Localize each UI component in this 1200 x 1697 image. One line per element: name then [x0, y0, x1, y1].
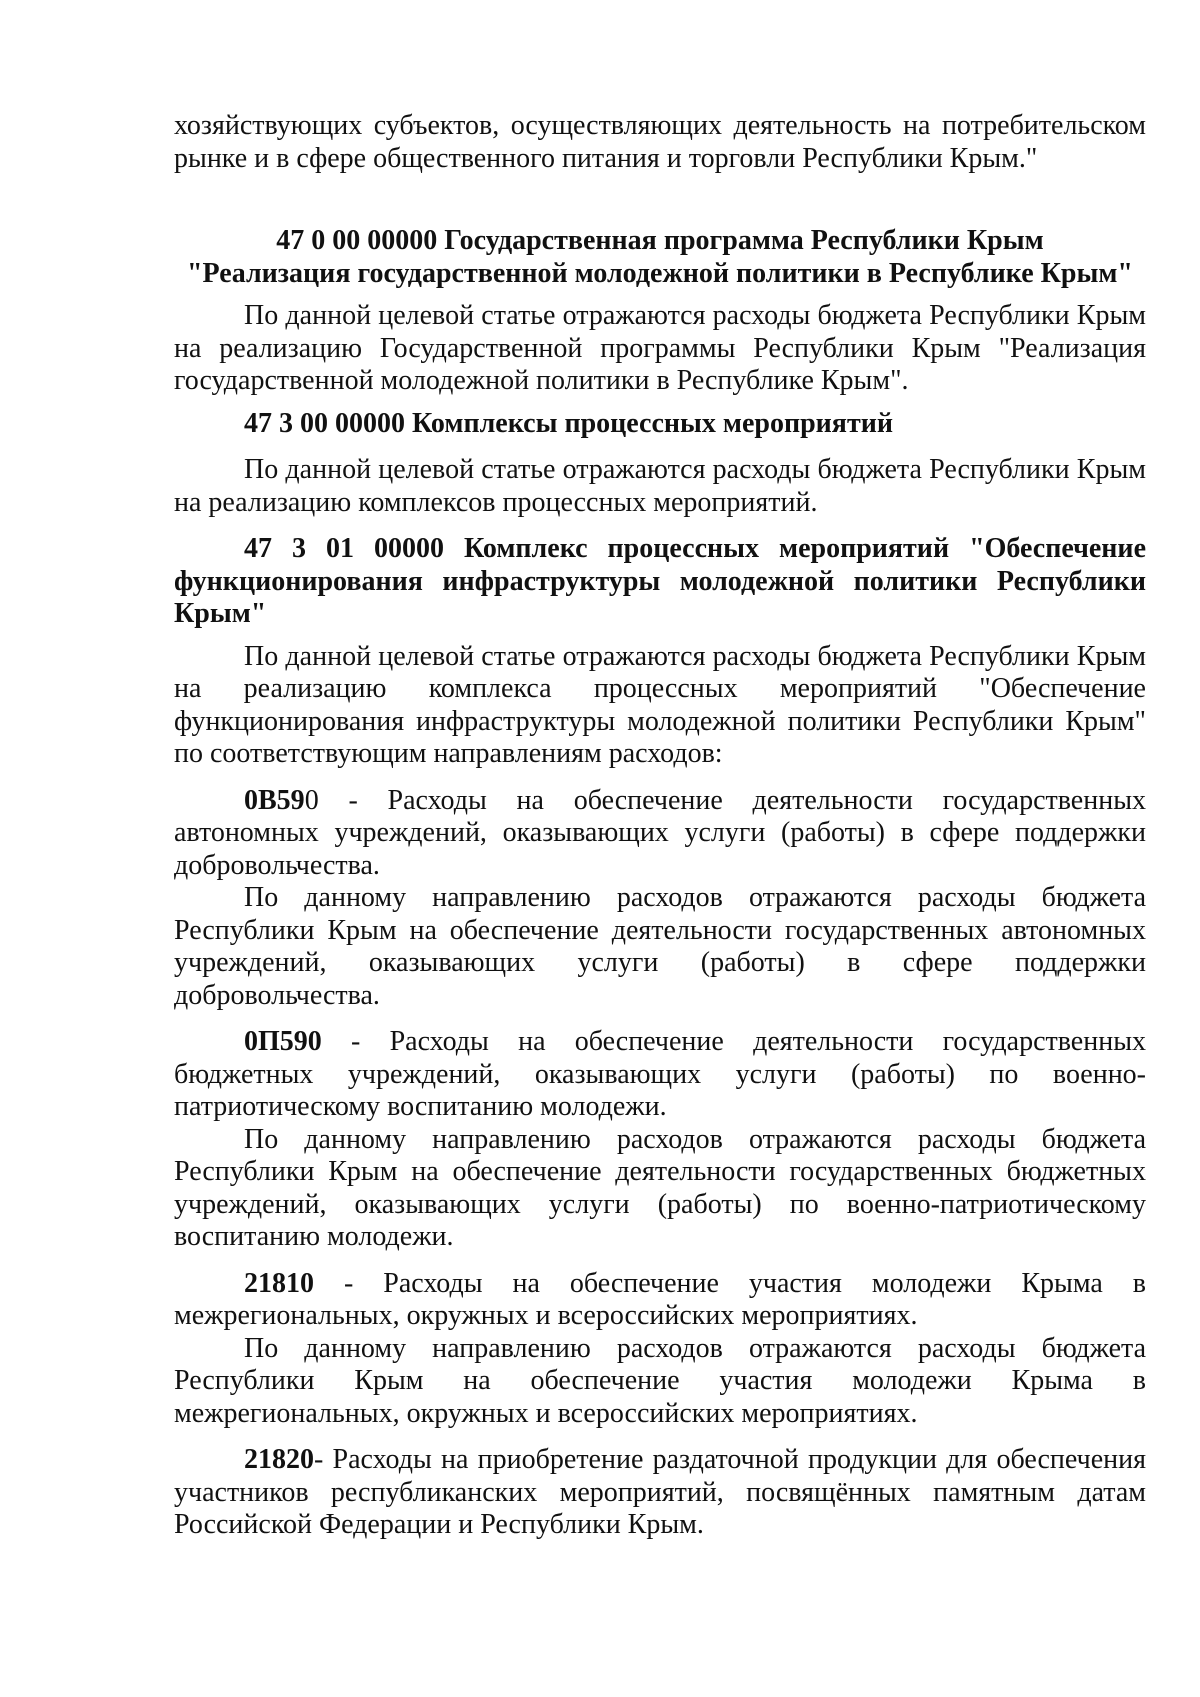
- direction-21810-title: [174, 1268, 1146, 1333]
- direction-0b590-description: По данному направлению расходов отражаются расходы бюджета Республики Крым на обеспечение деятельности государственных автономных учреждений, оказывающих услуги (работы) в сфере поддержки добровольчества.: [174, 882, 1146, 1011]
- program-body: По данной целевой статье отражаются расходы бюджета Республики Крым на реализацию Государственной программы Республики Крым "Реализация государственной молодежной политики в Республике Крым".: [174, 300, 1146, 396]
- complexes-body: По данной целевой статье отражаются расходы бюджета Республики Крым на реализацию комплексов процессных мероприятий.: [174, 454, 1146, 518]
- direction-code: 21820: [244, 1444, 314, 1475]
- direction-0p590-title: [174, 1026, 1146, 1124]
- direction-0p590-description: По данному направлению расходов отражаются расходы бюджета Республики Крым на обеспечение деятельности государственных бюджетных учреждений, оказывающих услуги (работы) по военно-патриотическому воспитанию молодежи.: [174, 1123, 1146, 1252]
- direction-title: - Расходы на обеспечение деятельности государственных бюджетных учреждений, оказывающих услуги (работы) по военно-патриотическому воспитанию молодежи.: [174, 1026, 1146, 1122]
- complex-item-body: По данной целевой статье отражаются расходы бюджета Республики Крым на реализацию комплекса процессных мероприятий "Обеспечение функционирования инфраструктуры молодежной политики Республики Крым" по соответствующим направлениям расходов:: [174, 640, 1146, 769]
- program-heading-line1: 47 0 00 00000 Государственная программа Республики Крым: [276, 225, 1044, 256]
- document-page: [174, 110, 1146, 1542]
- direction-title: - Расходы на приобретение раздаточной продукции для обеспечения участников республиканских мероприятий, посвящённых памятным датам Российской Федерации и Республики Крым.: [174, 1444, 1146, 1540]
- intro-continuation: хозяйствующих субъектов, осуществляющих деятельность на потребительском рынке и в сфере общественного питания и торговли Республики Крым.": [174, 110, 1146, 174]
- direction-code: 0П590: [244, 1026, 322, 1057]
- direction-21820-title: [174, 1444, 1146, 1542]
- direction-code: 0В59: [244, 784, 305, 816]
- direction-0b590-title: [174, 785, 1146, 883]
- direction-code: 21810: [244, 1267, 314, 1299]
- direction-21810-description: По данному направлению расходов отражаются расходы бюджета Республики Крым на обеспечение участия молодежи Крыма в межрегиональных, окружных и всероссийских мероприятиях.: [174, 1332, 1146, 1429]
- direction-code-tail: 0: [304, 784, 319, 816]
- complex-item-heading: 47 3 01 00000 Комплекс процессных мероприятий "Обеспечение функционирования инфраструктуры молодежной политики Республики Крым": [174, 533, 1146, 629]
- direction-title: - Расходы на обеспечение участия молодежи Крыма в межрегиональных, окружных и всероссийских мероприятиях.: [174, 1267, 1146, 1331]
- complexes-heading: 47 3 00 00000 Комплексы процессных мероприятий: [244, 407, 893, 439]
- program-heading-line2: "Реализация государственной молодежной политики в Республике Крым": [187, 257, 1133, 289]
- direction-title: - Расходы на обеспечение деятельности государственных автономных учреждений, оказывающих услуги (работы) в сфере поддержки добровольчества.: [174, 784, 1146, 881]
- program-heading: [174, 225, 1146, 290]
